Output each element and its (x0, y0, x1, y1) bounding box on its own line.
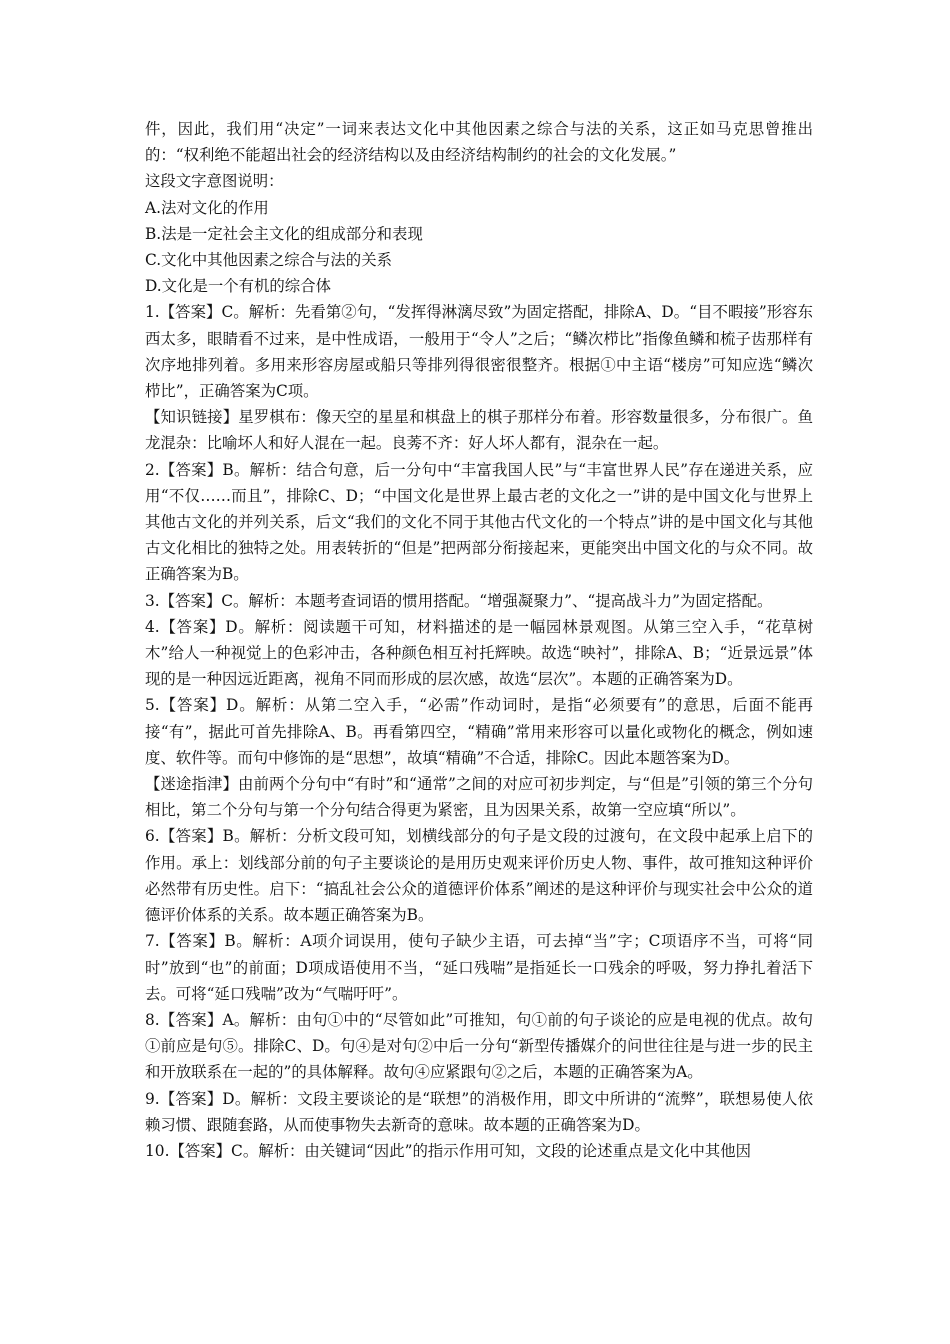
answer-9: 9.【答案】D。解析：文段主要谈论的是“联想”的消极作用，即文中所讲的“流弊”，联想易使人依赖习惯、跟随套路，从而使事物失去新奇的意味。故本题的正确答案为D。 (145, 1089, 813, 1134)
option-a: A.法对文化的作用 (145, 198, 269, 217)
guidance-note: 【迷途指津】由前两个分句中“有时”和“通常”之间的对应可初步判定，与“但是”引领的第三个分句相比，第二个分句与第一个分句结合得更为紧密，且为因果关系，故第一空应填“所以”。 (145, 775, 813, 820)
answer-8: 8.【答案】A。解析：由句①中的“尽管如此”可推知，句①前的句子谈论的应是电视的优点。故句①前应是句⑤。排除C、D。句④是对句②中后一分句“新型传播媒介的问世往往是与进一步的民主和开放联系在一起的”的具体解释。故句④应紧跟句②之后，本题的正确答案为A。 (145, 1010, 813, 1082)
answer-3: 3.【答案】C。解析：本题考查词语的惯用搭配。“增强凝聚力”、“提高战斗力”为固定搭配。 (145, 591, 773, 610)
option-d: D.文化是一个有机的综合体 (145, 277, 331, 296)
answer-10: 10.【答案】C。解析：由关键词“因此”的指示作用可知，文段的论述重点是文化中其他因 (145, 1141, 752, 1160)
answer-1: 1.【答案】C。解析：先看第②句，“发挥得淋漓尽致”为固定搭配，排除A、D。“目不暇接”形容东西太多，眼睛看不过来，是中性成语，一般用于“令人”之后；“鳞次栉比”指像鱼鳞和梳子齿那样有次序地排列着。多用来形容房屋或船只等排列得很密很整齐。根据①中主语“楼房”可知应选“鳞次栉比”，正确答案为C项。 (145, 303, 813, 401)
option-c: C.文化中其他因素之综合与法的关系 (145, 251, 392, 270)
answer-2: 2.【答案】B。解析：结合句意，后一分句中“丰富我国人民”与“丰富世界人民”存在递进关系，应用“不仅……而且”，排除C、D；“中国文化是世界上最古老的文化之一”讲的是中国文化与世界上其他古文化的并列关系，后文“我们的文化不同于其他古代文化的一个特点”讲的是中国文化与其他古文化相比的独特之处。用表转折的“但是”把两部分衔接起来，更能突出中国文化的与众不同。故正确答案为B。 (145, 460, 813, 584)
answer-7: 7.【答案】B。解析：A项介词误用，使句子缺少主语，可去掉“当”字；C项语序不当，可将“同时”放到“也”的前面；D项成语使用不当，“延口残喘”是指延长一口残余的呼吸，努力挣扎着活下去。可将“延口残喘”改为“气喘吁吁”。 (145, 932, 813, 1003)
answer-4: 4.【答案】D。解析：阅读题干可知，材料描述的是一幅园林景观图。从第三空入手，“花草树木”给人一种视觉上的色彩冲击，各种颜色相互衬托辉映。故选“映衬”，排除A、B；“近景远景”体现的是一种因远近距离，视角不同而形成的层次感，故选“层次”。本题的正确答案为D。 (145, 617, 813, 689)
paragraph-continuation: 件，因此，我们用“决定”一词来表达文化中其他因素之综合与法的关系，这正如马克思曾推出的：“权利绝不能超出社会的经济结构以及由经济结构制约的社会的文化发展。” (145, 120, 813, 165)
answer-6: 6.【答案】B。解析：分析文段可知，划横线部分的句子是文段的过渡句，在文段中起承上启下的作用。承上：划线部分前的句子主要谈论的是用历史观来评价历史人物、事件，故可推知这种评价必然带有历史性。启下：“搞乱社会公众的道德评价体系”阐述的是这种评价与现实社会中公众的道德评价体系的关系。故本题正确答案为B。 (145, 827, 813, 925)
knowledge-link: 【知识链接】星罗棋布：像天空的星星和棋盘上的棋子那样分布着。形容数量很多，分布很广。鱼龙混杂：比喻坏人和好人混在一起。良莠不齐：好人坏人都有，混杂在一起。 (145, 408, 813, 453)
option-b: B.法是一定社会主文化的组成部分和表现 (145, 224, 423, 243)
question-stem: 这段文字意图说明： (145, 172, 284, 191)
document-page (145, 116, 813, 1164)
answer-5: 5.【答案】D。解析：从第二空入手，“必需”作动词时，是指“必须要有”的意思，后面不能再接“有”，据此可首先排除A、B。再看第四空，“精确”常用来形容可以量化或物化的概念，例如速度、软件等。而句中修饰的是“思想”，故填“精确”不合适，排除C。因此本题答案为D。 (145, 696, 813, 767)
